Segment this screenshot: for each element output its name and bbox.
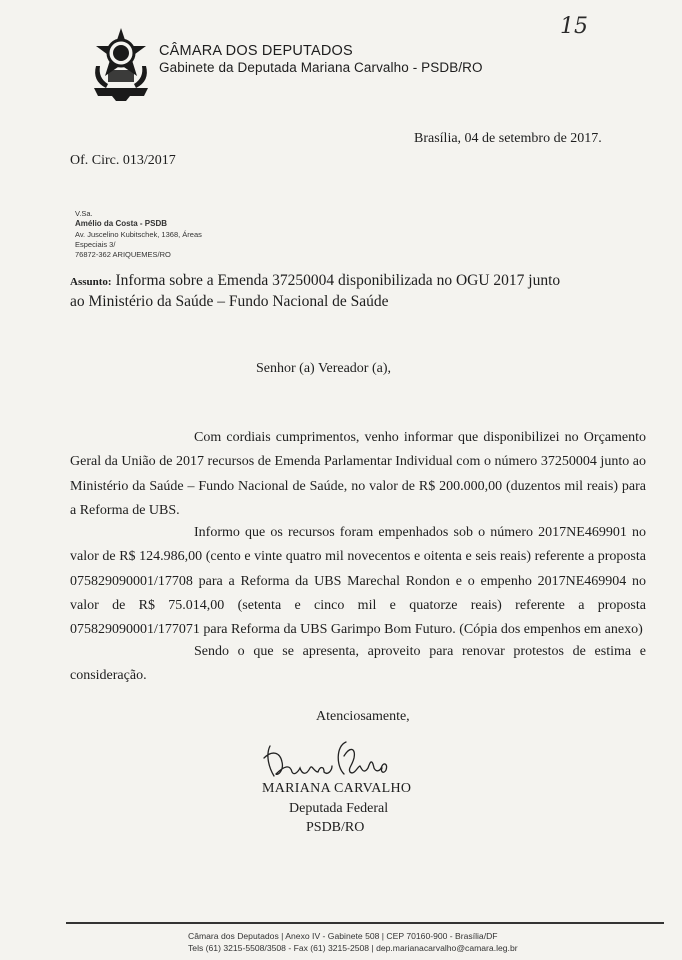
reference-number: Of. Circ. 013/2017 bbox=[70, 153, 176, 168]
subject-line-1 bbox=[70, 272, 560, 290]
page-number: 15 bbox=[560, 14, 588, 39]
recipient-address: Av. Juscelino Kubitschek, 1368, Áreas bbox=[75, 230, 202, 239]
subject-text-1: Informa sobre a Emenda 37250004 disponibilizada no OGU 2017 junto bbox=[111, 272, 561, 289]
org-subtitle: Gabinete da Deputada Mariana Carvalho - PSDB/RO bbox=[159, 60, 483, 75]
brazil-coat-of-arms-icon bbox=[86, 26, 156, 102]
subject-text-2: ao Ministério da Saúde – Fundo Nacional de Saúde bbox=[70, 293, 389, 310]
signer-party: PSDB/RO bbox=[306, 820, 365, 835]
recipient-address-extra: Especiais 3/ bbox=[75, 240, 116, 249]
subject-label: Assunto: bbox=[70, 276, 112, 288]
signer-name: MARIANA CARVALHO bbox=[262, 781, 412, 796]
footer-divider bbox=[66, 922, 664, 924]
signer-title: Deputada Federal bbox=[289, 801, 389, 816]
body-paragraph-3: Sendo o que se apresenta, aproveito para renovar protestos de estima e consideração. bbox=[70, 644, 646, 684]
place-date: Brasília, 04 de setembro de 2017. bbox=[414, 131, 602, 146]
recipient-salutation: V.Sa. bbox=[75, 209, 93, 218]
org-name: CÂMARA DOS DEPUTADOS bbox=[159, 43, 353, 59]
recipient-city: 76872-362 ARIQUEMES/RO bbox=[75, 250, 171, 259]
body-paragraph-2: Informo que os recursos foram empenhados sob o número 2017NE469901 no valor de R$ 124.986,00 (cento e vinte quatro mil novecentos e oitenta e seis reais) referente a proposta 075829090001/17708 para a Reforma da UBS Marechal Rondon e o empenho 2017NE469904 no valor de R$ 75.014,00 (setenta e cinco mil e quatorze reais) referente a proposta 075829090001/177071 para Reforma da UBS Garimpo Bom Futuro. (Cópia dos empenhos em anexo) bbox=[70, 525, 646, 638]
closing: Atenciosamente, bbox=[316, 709, 410, 724]
recipient-name: Amélio da Costa - PSDB bbox=[75, 219, 168, 228]
footer-contact: Tels (61) 3215-5508/3508 - Fax (61) 3215-2508 | dep.marianacarvalho@camara.leg.br bbox=[188, 943, 518, 953]
footer-address: Câmara dos Deputados | Anexo IV - Gabinete 508 | CEP 70160-900 - Brasília/DF bbox=[188, 931, 498, 941]
body-paragraph-1: Com cordiais cumprimentos, venho informar que disponibilizei no Orçamento Geral da União de 2017 recursos de Emenda Parlamentar Individual com o número 37250004 junto ao Ministério da Saúde – Fundo Nacional de Saúde, no valor de R$ 200.000,00 (duzentos mil reais) para a Reforma de UBS. bbox=[70, 430, 646, 518]
salutation: Senhor (a) Vereador (a), bbox=[256, 361, 392, 376]
